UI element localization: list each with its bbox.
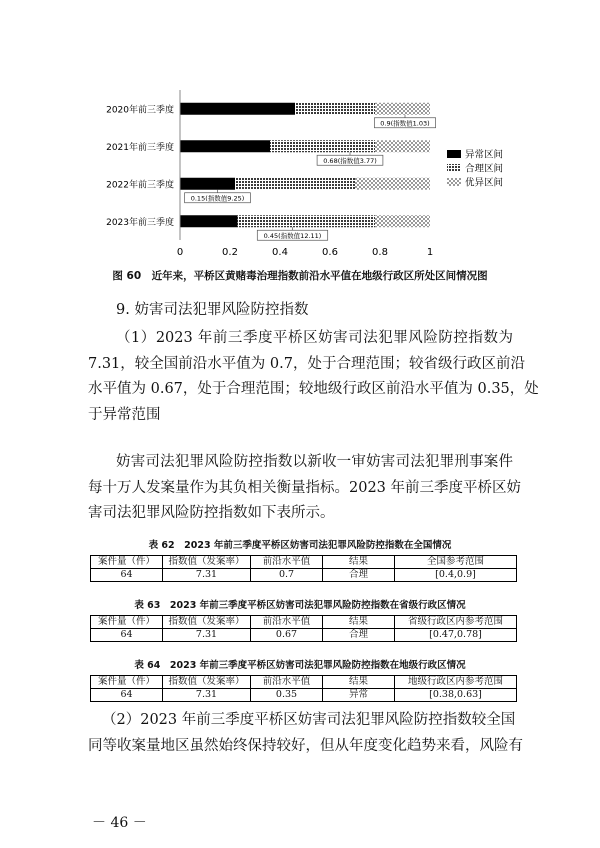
table-cell: 64 <box>91 629 163 642</box>
table-cell: 7.31 <box>163 629 251 642</box>
bar-segment-abnormal <box>180 215 238 227</box>
bar-segment-excellent <box>375 140 430 152</box>
paragraph-line: 妨害司法犯罪风险防控指数以新收一审妨害司法犯罪刑事案件 <box>116 454 513 470</box>
x-tick-label: 1 <box>426 247 434 258</box>
bar-segment-excellent <box>375 215 430 227</box>
header-cell: 前沿水平值 <box>251 616 323 629</box>
table-cell: 64 <box>91 689 163 702</box>
paragraph-1 <box>88 326 539 428</box>
section-title: 9. 妨害司法犯罪风险防控指数 <box>116 302 309 318</box>
legend-swatch <box>447 150 461 158</box>
bar-segment-reasonable <box>235 178 355 190</box>
header-cell: 地级行政区内参考范围 <box>395 676 517 689</box>
x-tick-label: 0.2 <box>222 247 238 258</box>
annotation-label: 0.68(指数值3.77) <box>323 156 377 165</box>
table-cell: 0.7 <box>251 569 323 582</box>
annotation-label: 0.9(指数值1.03) <box>380 119 430 128</box>
x-tick-label: 0.4 <box>272 247 288 258</box>
header-cell: 指数值（发案率） <box>163 616 251 629</box>
table-header-row <box>91 556 517 569</box>
table-cell: 异常 <box>323 689 395 702</box>
x-tick-label: 0.6 <box>322 247 338 258</box>
paragraph-line: 水平值为 0.67，处于合理范围；较地级行政区前沿水平值为 0.35，处 <box>88 381 539 397</box>
table-header-row <box>91 676 517 689</box>
table-cell: 64 <box>91 569 163 582</box>
table-62-caption: 表 62 2023 年前三季度平桥区妨害司法犯罪风险防控指数在全国情况 <box>148 540 452 551</box>
header-cell: 省级行政区内参考范围 <box>395 616 517 629</box>
paragraph-line: （2）2023 年前三季度平桥区妨害司法犯罪风险防控指数较全国 <box>102 712 516 728</box>
annotation-label: 0.45(指数值12.11) <box>263 231 322 240</box>
header-cell: 结果 <box>323 616 395 629</box>
category-label: 2021年前三季度 <box>106 142 174 153</box>
header-cell: 结果 <box>323 676 395 689</box>
table-cell: 合理 <box>323 629 395 642</box>
header-cell: 指数值（发案率） <box>163 676 251 689</box>
paragraph-3 <box>88 708 523 759</box>
table-64-caption: 表 64 2023 年前三季度平桥区妨害司法犯罪风险防控指数在地级行政区情况 <box>134 660 466 671</box>
table-63-caption: 表 63 2023 年前三季度平桥区妨害司法犯罪风险防控指数在省级行政区情况 <box>134 600 466 611</box>
header-cell: 全国参考范围 <box>395 556 517 569</box>
category-label: 2020年前三季度 <box>106 105 174 116</box>
category-label: 2022年前三季度 <box>106 180 174 191</box>
paragraph-line: （1）2023 年前三季度平桥区妨害司法犯罪风险防控指数为 <box>116 330 513 346</box>
paragraph-line: 同等收案量地区虽然始终保持较好，但从年度变化趋势来看，风险有 <box>88 737 523 754</box>
paragraph-line: 每十万人发案量作为其负相关衡量指标。2023 年前三季度平桥区妨 <box>88 479 522 496</box>
page-number: － 46 － <box>92 815 147 831</box>
header-cell: 前沿水平值 <box>251 556 323 569</box>
legend-label: 优异区间 <box>465 177 504 189</box>
bar-segment-abnormal <box>180 140 270 152</box>
header-cell: 案件量（件） <box>91 556 163 569</box>
paragraph-line: 7.31，较全国前沿水平值为 0.7，处于合理范围；较省级行政区前沿 <box>88 355 525 372</box>
legend-swatch <box>447 164 461 172</box>
table-header-row <box>91 616 517 629</box>
bar-segment-abnormal <box>180 178 235 190</box>
header-cell: 指数值（发案率） <box>163 556 251 569</box>
category-label: 2023年前三季度 <box>106 217 174 228</box>
legend-label: 合理区间 <box>465 163 504 175</box>
bar-segment-abnormal <box>180 103 295 115</box>
bar-segment-reasonable <box>270 140 375 152</box>
annotation-label: 0.15(指数值9.25) <box>190 194 245 203</box>
header-cell: 案件量（件） <box>91 676 163 689</box>
bar-segment-reasonable <box>238 215 376 227</box>
figure-caption: 图 60 近年来，平桥区黄赌毒治理指数前沿水平值在地级行政区所处区间情况图 <box>112 270 488 282</box>
table-cell: 0.35 <box>251 689 323 702</box>
header-cell: 结果 <box>323 556 395 569</box>
table-row <box>91 629 517 642</box>
table-row <box>91 569 517 582</box>
paragraph-line: 于异常范围 <box>88 406 161 423</box>
paragraph-2 <box>88 450 522 527</box>
table-cell: 7.31 <box>163 569 251 582</box>
x-tick-label: 0.8 <box>372 247 388 258</box>
table-row <box>91 689 517 702</box>
bar-segment-reasonable <box>295 103 375 115</box>
table-cell: [0.47,0.78] <box>395 629 517 642</box>
table-cell: 7.31 <box>163 689 251 702</box>
table-63 <box>90 615 517 642</box>
header-cell: 案件量（件） <box>91 616 163 629</box>
stacked-bar-chart <box>95 82 525 258</box>
header-cell: 前沿水平值 <box>251 676 323 689</box>
table-cell: [0.4,0.9] <box>395 569 517 582</box>
table-cell: 合理 <box>323 569 395 582</box>
legend-label: 异常区间 <box>465 149 504 161</box>
legend-swatch <box>447 178 461 186</box>
bar-segment-excellent <box>355 178 430 190</box>
paragraph-line: 害司法犯罪风险防控指数如下表所示。 <box>88 505 335 521</box>
table-cell: 0.67 <box>251 629 323 642</box>
table-64 <box>90 675 517 702</box>
table-62 <box>90 555 517 582</box>
x-tick-label: 0 <box>176 247 184 258</box>
bar-segment-excellent <box>375 103 430 115</box>
table-cell: [0.38,0.63] <box>395 689 517 702</box>
